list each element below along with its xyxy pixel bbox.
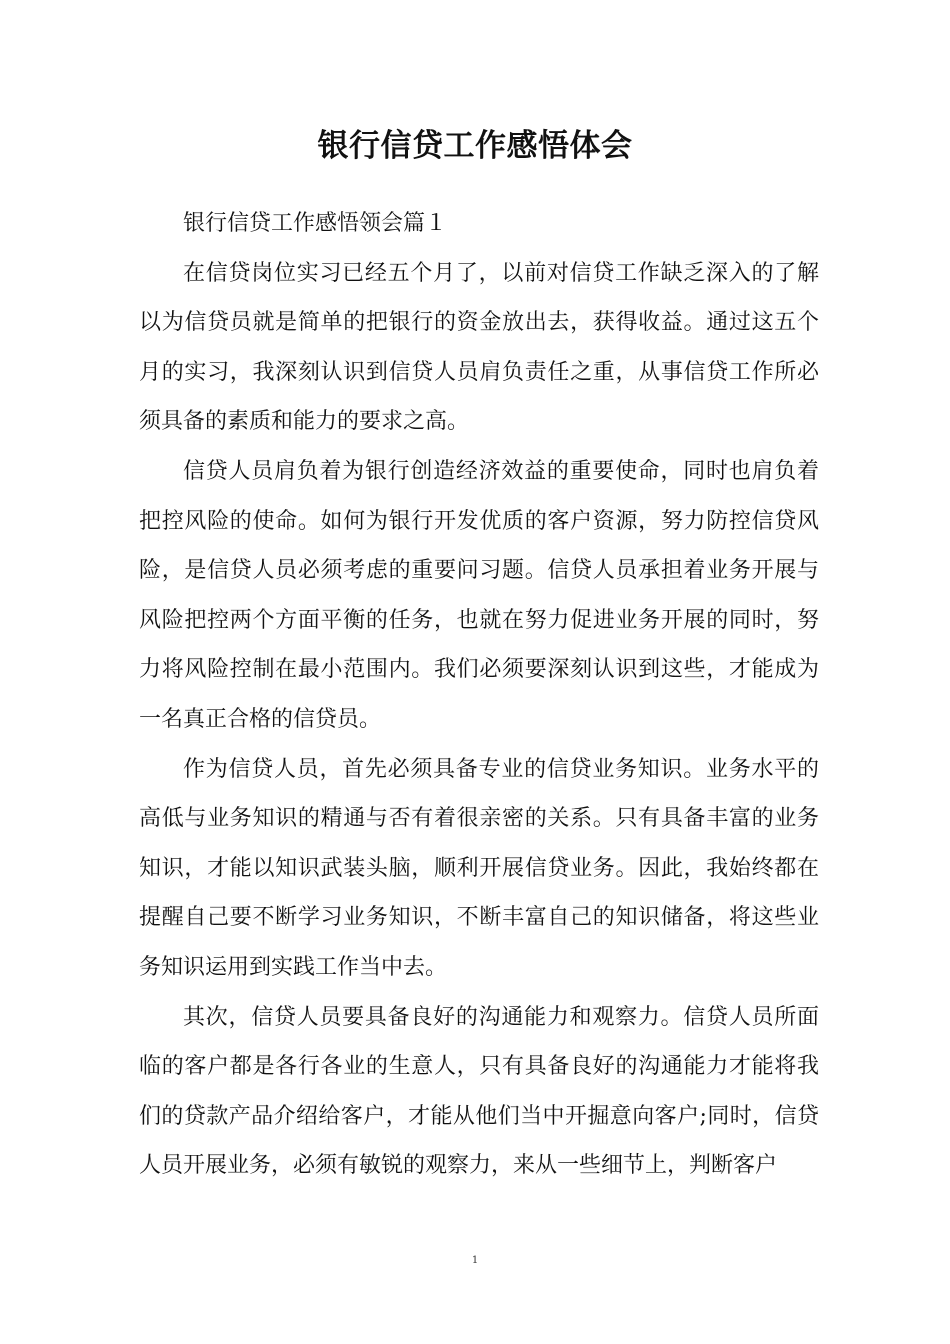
document-body bbox=[139, 199, 819, 1191]
document-title: 银行信贷工作感悟体会 bbox=[317, 128, 633, 164]
paragraph: 作为信贷人员，首先必须具备专业的信贷业务知识。业务水平的高低与业务知识的精通与否有着很亲密的关系。只有具备丰富的业务知识，才能以知识武装头脑，顺利开展信贷业务。因此，我始终都在提醒自己要不断学习业务知识，不断丰富自己的知识储备，将这些业务知识运用到实践工作当中去。 bbox=[139, 756, 819, 980]
page-number: 1 bbox=[471, 1255, 479, 1266]
section-heading: 银行信贷工作感悟领会篇１ bbox=[183, 211, 448, 236]
paragraph: 信贷人员肩负着为银行创造经济效益的重要使命，同时也肩负着把控风险的使命。如何为银行开发优质的客户资源，努力防控信贷风险，是信贷人员必须考虑的重要问习题。信贷人员承担着业务开展与风险把控两个方面平衡的任务，也就在努力促进业务开展的同时，努力将风险控制在最小范围内。我们必须要深刻认识到这些，才能成为一名真正合格的信贷员。 bbox=[139, 458, 819, 732]
paragraph: 其次，信贷人员要具备良好的沟通能力和观察力。信贷人员所面临的客户都是各行各业的生意人，只有具备良好的沟通能力才能将我们的贷款产品介绍给客户，才能从他们当中开掘意向客户;同时，信贷人员开展业务，必须有敏锐的观察力，来从一些细节上，判断客户 bbox=[139, 1004, 819, 1179]
paragraph: 在信贷岗位实习已经五个月了，以前对信贷工作缺乏深入的了解以为信贷员就是简单的把银行的资金放出去，获得收益。通过这五个月的实习，我深刻认识到信贷人员肩负责任之重，从事信贷工作所必须具备的素质和能力的要求之高。 bbox=[139, 260, 819, 435]
